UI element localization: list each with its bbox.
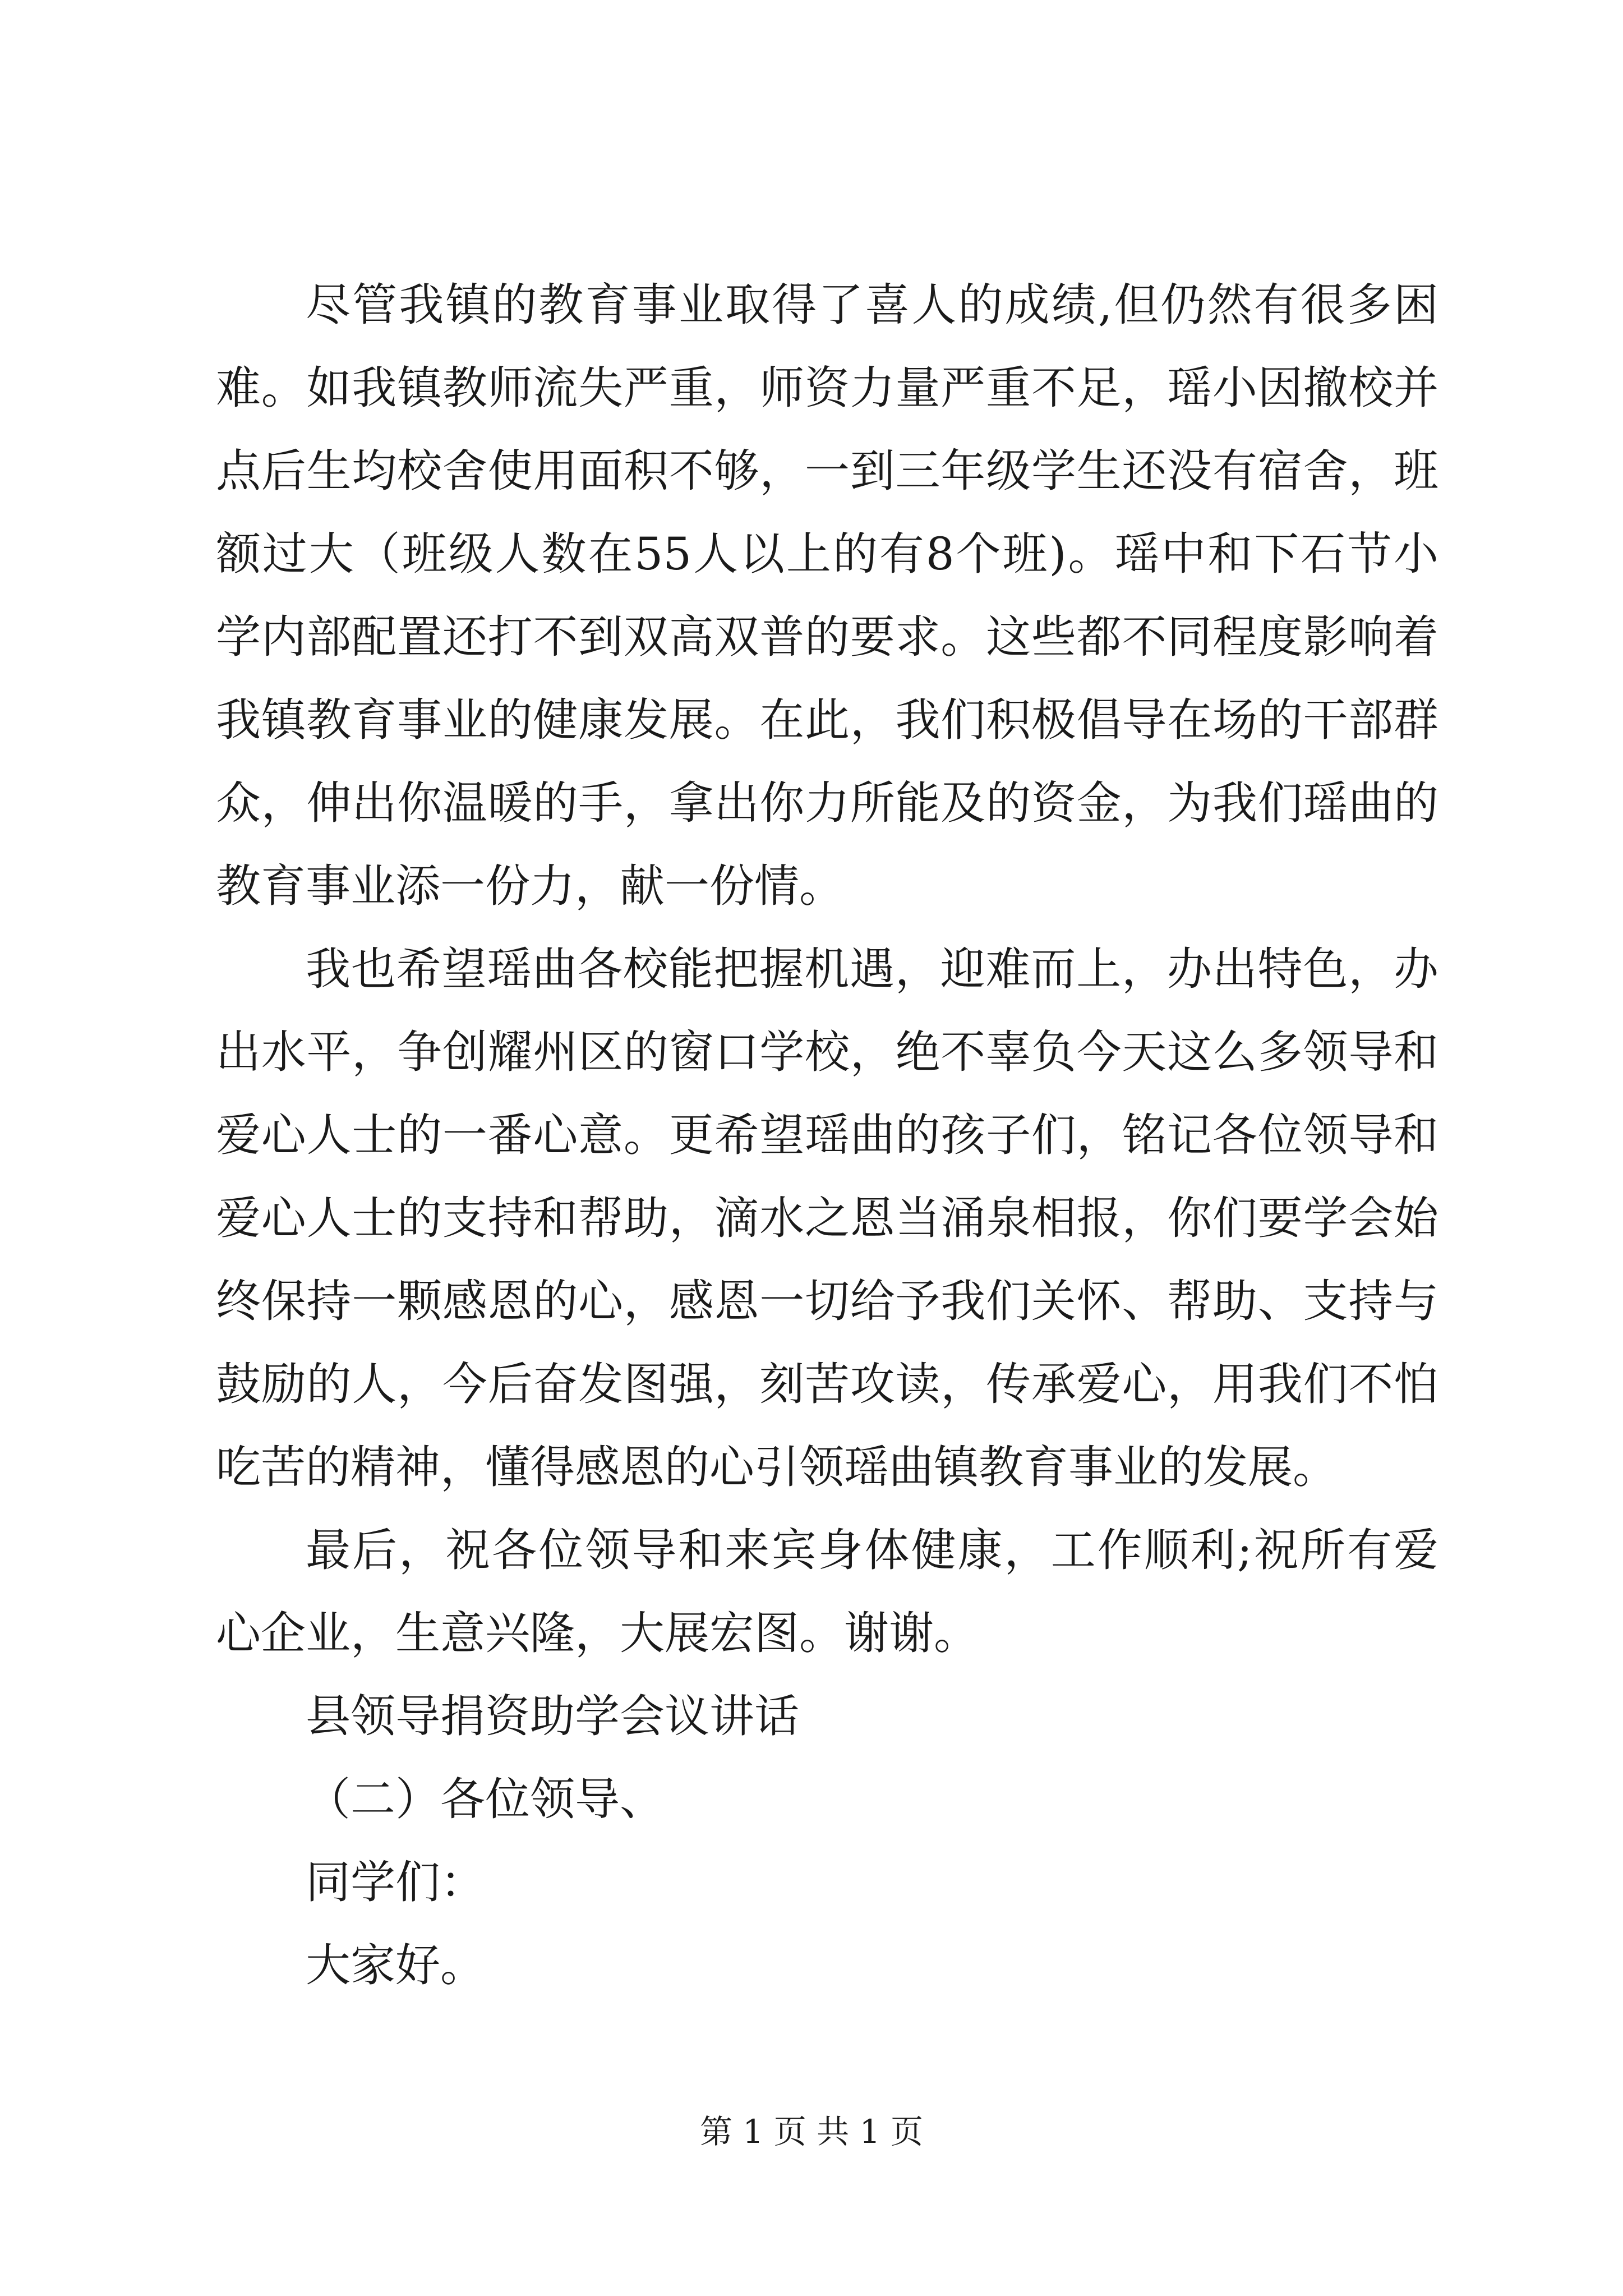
paragraph-title-line: 县领导捐资助学会议讲话: [306, 1690, 799, 1742]
paragraph-hello: 大家好。: [306, 1939, 485, 1991]
paragraph-hopes: 我也希望瑶曲各校能把握机遇，迎难而上，办出特色，办出水平，争创耀州区的窗口学校，绝不辜负今天这么多领导和爱心人士的一番心意。更希望瑶曲的孩子们，铭记各位领导和爱心人士的支持和帮助，滴水之恩当涌泉相报，你们要学会始终保持一颗感恩的心，感恩一切给予我们关怀、帮助、支持与鼓励的人，今后奋发图强，刻苦攻读，传承爱心，用我们不怕吃苦的精神，懂得感恩的心引领瑶曲镇教育事业的发展。: [216, 943, 1438, 1493]
paragraph-closing: 最后，祝各位领导和来宾身体健康，工作顺利;祝所有爱心企业，生意兴隆，大展宏图。谢谢。: [216, 1524, 1438, 1659]
document-body: [216, 264, 1438, 2007]
paragraph-difficulties: 尽管我镇的教育事业取得了喜人的成绩,但仍然有很多困难。如我镇教师流失严重，师资力量严重不足，瑶小因撤校并点后生均校舍使用面积不够，一到三年级学生还没有宿舍，班额过大（班级人数在55人以上的有8个班)。瑶中和下石节小学内部配置还打不到双高双普的要求。这些都不同程度影响着我镇教育事业的健康发展。在此，我们积极倡导在场的干部群众，伸出你温暖的手，拿出你力所能及的资金，为我们瑶曲的教育事业添一份力，献一份情。: [216, 279, 1438, 912]
paragraph-greeting-students: 同学们：: [306, 1856, 485, 1908]
page-footer: 第 1 页 共 1 页: [700, 2113, 923, 2151]
paragraph-greeting-leaders: （二）各位领导、: [306, 1773, 665, 1825]
